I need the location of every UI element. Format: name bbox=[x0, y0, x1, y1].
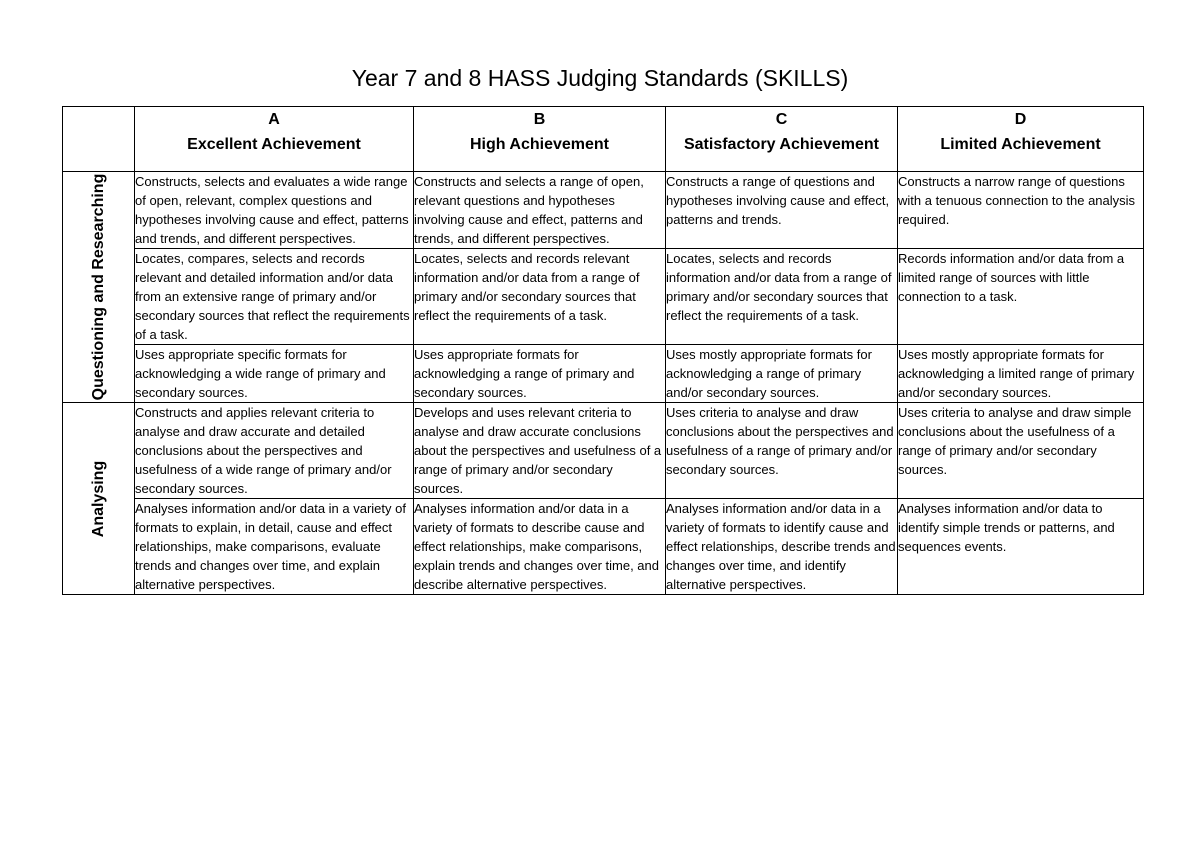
criterion-cell: Constructs and selects a range of open, relevant questions and hypotheses involving cause and effect, patterns and trends, and different perspectives. bbox=[414, 172, 666, 249]
grade-header-d bbox=[898, 107, 1144, 172]
table-row bbox=[63, 499, 1144, 595]
criterion-cell: Records information and/or data from a limited range of sources with little connection to a task. bbox=[898, 249, 1144, 345]
criterion-cell: Analyses information and/or data in a variety of formats to describe cause and effect relationships, make comparisons, explain trends and changes over time, and describe alternative perspectives. bbox=[414, 499, 666, 595]
criterion-cell: Analyses information and/or data to identify simple trends or patterns, and sequences events. bbox=[898, 499, 1144, 595]
header-row bbox=[63, 107, 1144, 172]
criterion-cell: Uses mostly appropriate formats for acknowledging a limited range of primary and/or secondary sources. bbox=[898, 345, 1144, 403]
criterion-cell: Uses mostly appropriate formats for acknowledging a range of primary and/or secondary sources. bbox=[666, 345, 898, 403]
grade-level: Excellent Achievement bbox=[187, 136, 361, 153]
grade-header-c bbox=[666, 107, 898, 172]
criterion-cell: Develops and uses relevant criteria to analyse and draw accurate conclusions about the perspectives and usefulness of a range of primary and/or secondary sources. bbox=[414, 403, 666, 499]
section-label-text: Analysing bbox=[89, 460, 107, 537]
table-row bbox=[63, 172, 1144, 249]
criterion-cell: Uses appropriate specific formats for acknowledging a wide range of primary and secondary sources. bbox=[135, 345, 414, 403]
table-row bbox=[63, 345, 1144, 403]
corner-cell bbox=[63, 107, 135, 172]
criterion-cell: Constructs, selects and evaluates a wide range of open, relevant, complex questions and hypotheses involving cause and effect, patterns and trends, and different perspectives. bbox=[135, 172, 414, 249]
grade-level: High Achievement bbox=[470, 136, 609, 153]
criterion-cell: Uses appropriate formats for acknowledging a range of primary and secondary sources. bbox=[414, 345, 666, 403]
grade-level: Limited Achievement bbox=[940, 136, 1101, 153]
table-row bbox=[63, 249, 1144, 345]
criterion-cell: Constructs and applies relevant criteria to analyse and draw accurate and detailed conclusions about the perspectives and usefulness of a wide range of primary and/or secondary sources. bbox=[135, 403, 414, 499]
grade-letter: C bbox=[775, 111, 788, 128]
judging-standards-table bbox=[62, 106, 1144, 595]
section-label-analysing bbox=[63, 403, 135, 595]
criterion-cell: Locates, compares, selects and records relevant and detailed information and/or data from an extensive range of primary and/or secondary sources that reflect the requirements of a task. bbox=[135, 249, 414, 345]
criterion-cell: Locates, selects and records information and/or data from a range of primary and/or secondary sources that reflect the requirements of a task. bbox=[666, 249, 898, 345]
criterion-cell: Uses criteria to analyse and draw simple conclusions about the usefulness of a range of primary and/or secondary sources. bbox=[898, 403, 1144, 499]
criterion-cell: Constructs a range of questions and hypotheses involving cause and effect, patterns and trends. bbox=[666, 172, 898, 249]
table-row bbox=[63, 403, 1144, 499]
criterion-cell: Analyses information and/or data in a variety of formats to explain, in detail, cause and effect relationships, make comparisons, evaluate trends and changes over time, and explain alternative perspectives. bbox=[135, 499, 414, 595]
page-title: Year 7 and 8 HASS Judging Standards (SKILLS) bbox=[351, 65, 849, 91]
grade-header-b bbox=[414, 107, 666, 172]
grade-letter: A bbox=[268, 111, 280, 128]
grade-letter: D bbox=[1014, 111, 1027, 128]
criterion-cell: Analyses information and/or data in a variety of formats to identify cause and effect relationships, describe trends and changes over time, and identify alternative perspectives. bbox=[666, 499, 898, 595]
criterion-cell: Uses criteria to analyse and draw conclusions about the perspectives and usefulness of a range of primary and/or secondary sources. bbox=[666, 403, 898, 499]
grade-header-a bbox=[135, 107, 414, 172]
grade-letter: B bbox=[533, 111, 546, 128]
criterion-cell: Locates, selects and records relevant information and/or data from a range of primary and/or secondary sources that reflect the requirements of a task. bbox=[414, 249, 666, 345]
grade-level: Satisfactory Achievement bbox=[683, 136, 880, 153]
section-label-text: Questioning and Researching bbox=[89, 173, 107, 401]
criterion-cell: Constructs a narrow range of questions with a tenuous connection to the analysis required. bbox=[898, 172, 1144, 249]
section-label-questioning-researching bbox=[63, 172, 135, 403]
